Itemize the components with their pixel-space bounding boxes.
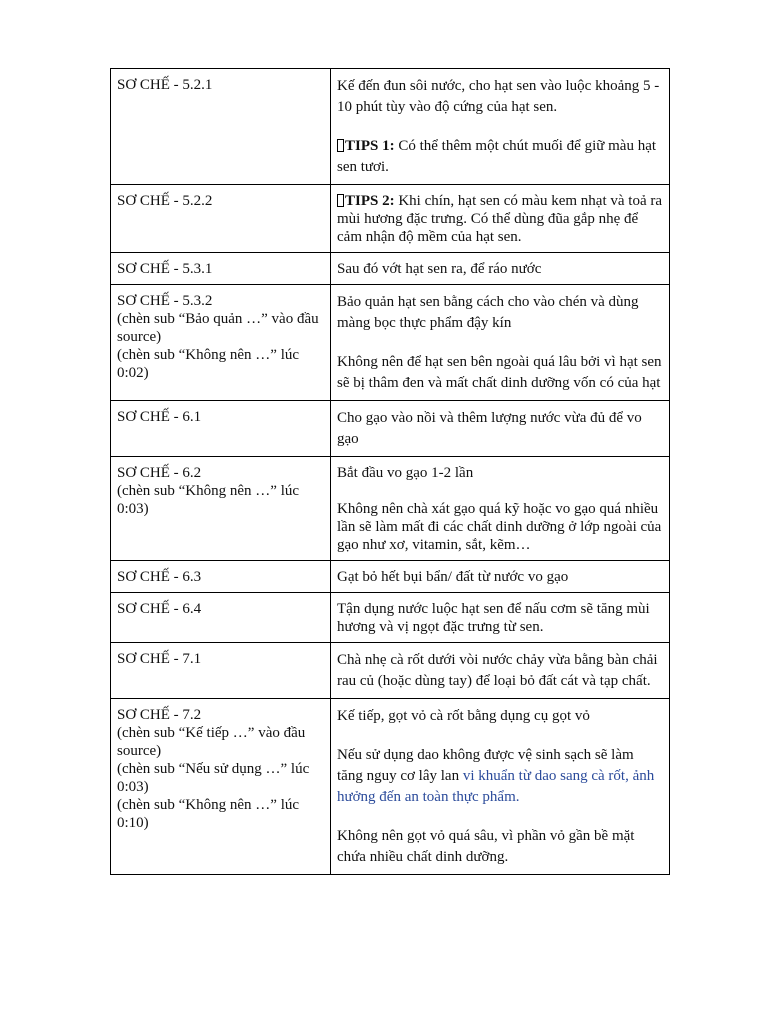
description-paragraph: Bắt đầu vo gạo 1-2 lần [337,465,474,481]
tip-paragraph [337,136,662,178]
table-row [111,253,670,285]
step-cell [111,185,331,253]
sub-note: (chèn sub “Bảo quản …” vào đầu source) [117,311,319,345]
description-cell [331,401,670,457]
table-row [111,185,670,253]
description-paragraph: Cho gạo vào nồi và thêm lượng nước vừa đủ để vo gạo [337,410,642,447]
description-cell [331,643,670,699]
description-paragraph: Kế tiếp, gọt vỏ cà rốt bằng dụng cụ gọt vỏ [337,708,590,724]
tip-text: Có thể thêm một chút muối để giữ màu hạt sen tươi. [337,138,657,175]
sub-note: (chèn sub “Không nên …” lúc 0:03) [117,483,300,517]
description-cell [331,253,670,285]
description-paragraph: Sau đó vớt hạt sen ra, để ráo nước [337,261,542,277]
step-cell [111,457,331,561]
step-label: SƠ CHẾ - 6.4 [117,601,202,617]
table-row [111,561,670,593]
step-label: SƠ CHẾ - 5.3.2 [117,293,213,309]
description-cell [331,561,670,593]
highlighted-text: vi khuẩn từ dao sang cà rốt, ảnh hưởng đến an toàn thực phẩm. [337,768,655,805]
step-cell [111,699,331,875]
description-paragraph: Không nên gọt vỏ quá sâu, vì phần vỏ gần bề mặt chứa nhiều chất dinh dưỡng. [337,828,635,865]
tip-label: TIPS 2: [345,193,395,209]
step-cell [111,253,331,285]
tip-text: Khi chín, hạt sen có màu kem nhạt và toả ra mùi hương đặc trưng. Có thể dùng đũa gắp nhẹ để cảm nhận độ mềm của hạt sen. [337,193,663,245]
step-cell [111,561,331,593]
sub-note: (chèn sub “Nếu sử dụng …” lúc 0:03) [117,761,310,795]
description-cell [331,593,670,643]
description-cell [331,185,670,253]
description-paragraph [337,745,662,808]
paragraph-text: Nếu sử dụng dao không được vệ sinh sạch sẽ làm tăng nguy cơ lây lan [337,747,634,784]
description-cell [331,699,670,875]
step-label: SƠ CHẾ - 6.1 [117,409,202,425]
table-row [111,285,670,401]
step-label: SƠ CHẾ - 6.2 [117,465,202,481]
tip-icon [337,194,344,207]
tip-label: TIPS 1: [345,138,395,154]
step-label: SƠ CHẾ - 7.1 [117,651,202,667]
description-paragraph: Kế đến đun sôi nước, cho hạt sen vào luộc khoảng 5 - 10 phút tùy vào độ cứng của hạt sen. [337,78,660,115]
table-row [111,457,670,561]
table-row [111,593,670,643]
step-label: SƠ CHẾ - 7.2 [117,707,202,723]
step-cell [111,401,331,457]
step-label: SƠ CHẾ - 5.3.1 [117,261,213,277]
description-paragraph: Không nên để hạt sen bên ngoài quá lâu bởi vì hạt sen sẽ bị thâm đen và mất chất dinh dưỡng vốn có của hạt [337,354,662,391]
step-cell [111,593,331,643]
table-row [111,401,670,457]
step-label: SƠ CHẾ - 6.3 [117,569,202,585]
step-cell [111,285,331,401]
description-paragraph: Tận dụng nước luộc hạt sen để nấu cơm sẽ tăng mùi hương và vị ngọt đặc trưng từ sen. [337,601,650,635]
sub-note: (chèn sub “Kế tiếp …” vào đầu source) [117,725,306,759]
table-body [111,69,670,875]
description-paragraph: Bảo quản hạt sen bằng cách cho vào chén và dùng màng bọc thực phẩm đậy kín [337,294,639,331]
description-cell [331,69,670,185]
script-table [110,68,670,875]
description-cell [331,457,670,561]
table-row [111,643,670,699]
tip-paragraph [337,192,662,246]
description-paragraph: Chà nhẹ cà rốt dưới vòi nước chảy vừa bằng bàn chải rau củ (hoặc dùng tay) để loại bỏ đất cát và tạp chất. [337,652,658,689]
table-row [111,699,670,875]
tip-icon [337,139,344,152]
sub-note: (chèn sub “Không nên …” lúc 0:10) [117,797,300,831]
step-label: SƠ CHẾ - 5.2.1 [117,77,213,93]
table-row [111,69,670,185]
sub-note: (chèn sub “Không nên …” lúc 0:02) [117,347,300,381]
description-paragraph: Gạt bỏ hết bụi bẩn/ đất từ nước vo gạo [337,569,569,585]
description-cell [331,285,670,401]
step-cell [111,69,331,185]
step-cell [111,643,331,699]
description-paragraph: Không nên chà xát gạo quá kỹ hoặc vo gạo quá nhiều lần sẽ làm mất đi các chất dinh dưỡng ở lớp ngoài của gạo như xơ, vitamin, sắt, kẽm… [337,501,662,553]
step-label: SƠ CHẾ - 5.2.2 [117,193,213,209]
